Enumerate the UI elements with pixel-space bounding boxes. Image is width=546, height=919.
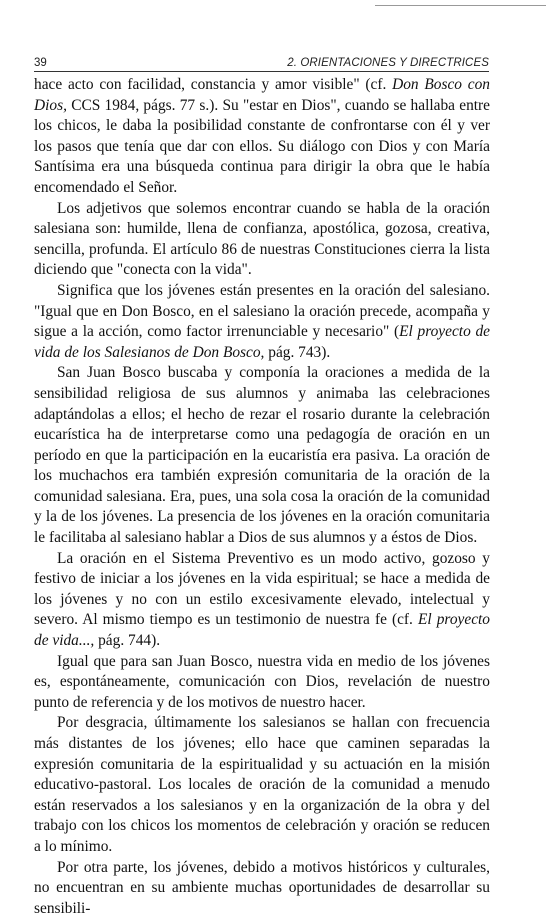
- top-edge-line: [375, 5, 546, 6]
- paragraph: San Juan Bosco buscaba y componía la oraciones a medida de la sensibilidad religiosa de sus alumnos y animaba las celebraciones adaptándolas a ellos; el hecho de rezar el rosario durante la celebración eucarística ha de interpretarse como una pedagogía de oración en un período en que la participación en la eucaristía era pasiva. La oración de los muchachos era también expresión comunitaria de la oración de la comunidad salesiana. Era, pues, una sola cosa la oración de la comunidad y la de los jóvenes. La presencia de los jóvenes en la oración comunitaria le facilitaba al salesiano hablar a Dios de sus alumnos y a éstos de Dios.: [34, 364, 490, 547]
- paragraph-text: pág. 743).: [264, 343, 331, 361]
- paragraph: Por otra parte, los jóvenes, debido a motivos históricos y culturales, no encuentran en su ambiente muchas oportunidades de desarrollar su sensibili-: [34, 858, 490, 917]
- paragraph-text: CCS 1984, págs. 77 s.). Su "estar en Dios", cuando se hallaba entre los chicos, le daba la posibilidad constante de confrontarse con él y ver los pasos que tenía que dar con ellos. Su diálogo con Dios y con María Santísima era una búsqueda continua para dirigir la obra que le había encomendado el Señor.: [34, 96, 490, 196]
- book-title: El proyecto de vida de los Salesianos de Don Bosco,: [34, 323, 490, 361]
- body-text: [34, 75, 490, 919]
- paragraph-text: Significa que los jóvenes están presentes en la oración del salesiano. "Igual que en Don Bosco, en el salesiano la oración precede, acompaña y sigue a la acción, como factor irrenunciable y necesario" (: [34, 281, 490, 341]
- book-title: El proyecto de vida...,: [34, 611, 491, 650]
- page-number: 39: [34, 57, 47, 69]
- paragraph: [34, 549, 490, 652]
- paragraph: Por desgracia, últimamente los salesianos se hallan con frecuencia más distantes de los jóvenes; ello hace que caminen separadas la expresión comunitaria de la espiritualidad y su actuación en la misión educativo-pastoral. Los locales de oración de la comunidad a menudo están reservados a los salesianos y en la organización de la obra y del trabajo con los chicos los momentos de celebración y oración se reducen a lo mínimo.: [34, 714, 490, 855]
- paragraph: Igual que para san Juan Bosco, nuestra vida en medio de los jóvenes es, espontáneamente, comunicación con Dios, revelación de nuestro punto de referencia y de los motivos de nuestro hacer.: [34, 652, 490, 711]
- header-rule: [34, 71, 489, 72]
- paragraph: [34, 281, 490, 363]
- paragraph: Los adjetivos que solemos encontrar cuando se habla de la oración salesiana son: humilde, llena de confianza, apostólica, gozosa, creativa, sencilla, profunda. El artículo 86 de nuestras Constituciones cierra la lista diciendo que "conecta con la vida".: [34, 199, 490, 279]
- paragraph-text: hace acto con facilidad, constancia y amor visible" (cf.: [34, 76, 393, 93]
- paragraph: [34, 75, 490, 199]
- paragraph-text: La oración en el Sistema Preventivo es un modo activo, gozoso y festivo de iniciar a los jóvenes en la vida espiritual; se hace a medida de los jóvenes y no con un estilo excesivamente elevado, intelectual y severo. Al mismo tiempo es un testimonio de nuestra fe (cf.: [34, 549, 490, 629]
- book-title: Don Bosco con Dios,: [34, 76, 490, 114]
- running-header: [34, 56, 489, 70]
- section-title: 2. ORIENTACIONES Y DIRECTRICES: [287, 57, 489, 69]
- paragraph-text: pág. 744).: [94, 632, 161, 650]
